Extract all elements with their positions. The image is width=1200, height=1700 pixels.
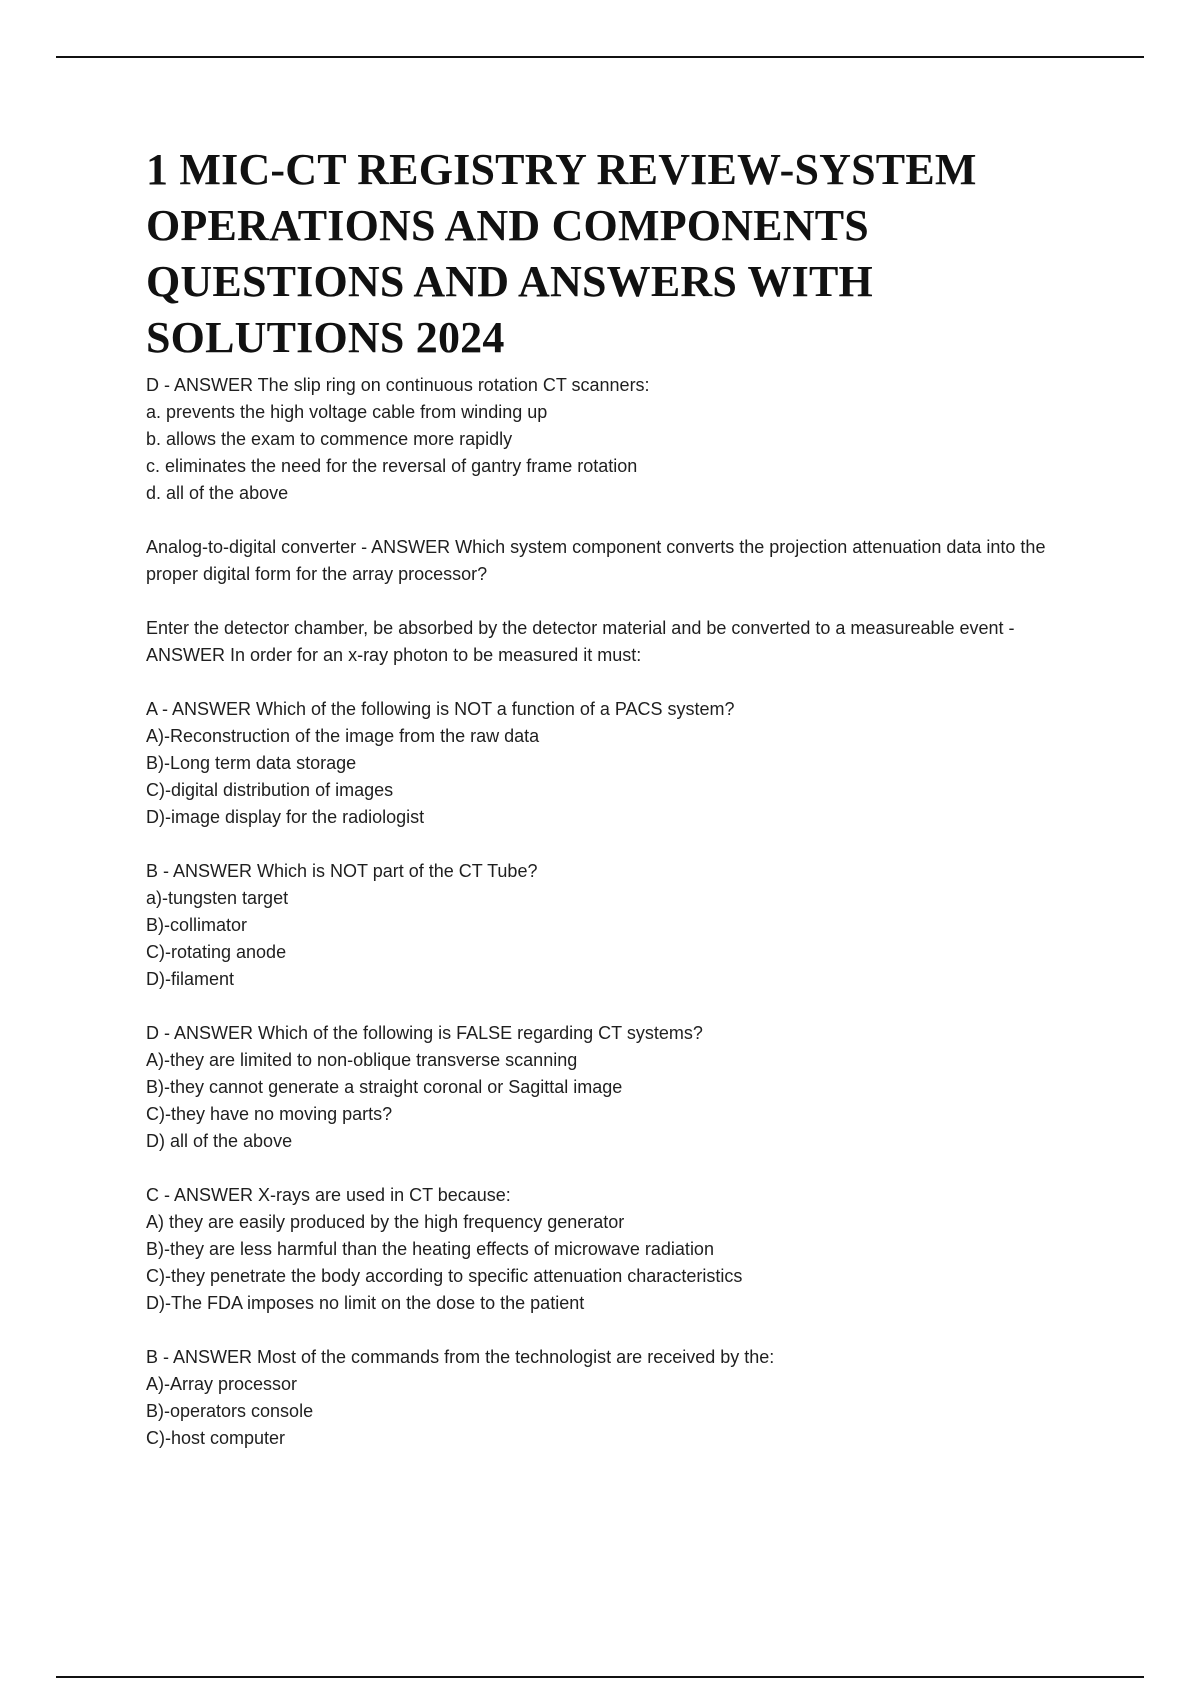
qa-option: D) all of the above (146, 1131, 293, 1151)
qa-answer-question: A - ANSWER Which of the following is NOT a function of a PACS system? (146, 699, 735, 719)
qa-option: A)-Reconstruction of the image from the raw data (146, 726, 540, 746)
qa-option: D)-filament (146, 969, 235, 989)
qa-block (146, 858, 1086, 993)
qa-answer-question: Enter the detector chamber, be absorbed by the detector material and be converted to a measureable event - ANSWER In order for an x-ray photon to be measured it must: (146, 618, 1015, 665)
qa-option: A)-they are limited to non-oblique transverse scanning (146, 1050, 578, 1070)
qa-option: c. eliminates the need for the reversal of gantry frame rotation (146, 456, 638, 476)
qa-option: B)-they cannot generate a straight coronal or Sagittal image (146, 1077, 623, 1097)
qa-option: a)-tungsten target (146, 888, 289, 908)
qa-list (146, 372, 1086, 1452)
qa-option: C)-they have no moving parts? (146, 1104, 393, 1124)
bottom-rule (56, 1676, 1144, 1678)
qa-block (146, 1182, 1086, 1317)
qa-option: a. prevents the high voltage cable from winding up (146, 402, 548, 422)
qa-block (146, 1020, 1086, 1155)
qa-option: B)-collimator (146, 915, 248, 935)
document-page (146, 142, 1086, 1479)
qa-option: D)-image display for the radiologist (146, 807, 425, 827)
qa-answer-question: D - ANSWER Which of the following is FALSE regarding CT systems? (146, 1023, 703, 1043)
qa-option: B)-Long term data storage (146, 753, 357, 773)
qa-answer-question: B - ANSWER Which is NOT part of the CT Tube? (146, 861, 538, 881)
top-rule (56, 56, 1144, 58)
qa-option: A)-Array processor (146, 1374, 298, 1394)
qa-block (146, 372, 1086, 507)
qa-option: C)-they penetrate the body according to specific attenuation characteristics (146, 1266, 743, 1286)
qa-block (146, 534, 1086, 588)
qa-option: B)-operators console (146, 1401, 314, 1421)
qa-answer-question: Analog-to-digital converter - ANSWER Which system component converts the projection attenuation data into the proper digital form for the array processor? (146, 537, 1046, 584)
qa-option: C)-rotating anode (146, 942, 287, 962)
qa-option: C)-digital distribution of images (146, 780, 394, 800)
qa-answer-question: D - ANSWER The slip ring on continuous rotation CT scanners: (146, 375, 650, 395)
qa-option: C)-host computer (146, 1428, 286, 1448)
qa-answer-question: C - ANSWER X-rays are used in CT because: (146, 1185, 511, 1205)
document-title: 1 MIC-CT REGISTRY REVIEW-SYSTEM OPERATIONS AND COMPONENTS QUESTIONS AND ANSWERS WITH SOLUTIONS 2024 (146, 145, 977, 362)
qa-answer-question: B - ANSWER Most of the commands from the technologist are received by the: (146, 1347, 775, 1367)
qa-block (146, 615, 1086, 669)
qa-option: b. allows the exam to commence more rapidly (146, 429, 513, 449)
qa-option: d. all of the above (146, 483, 289, 503)
qa-option: D)-The FDA imposes no limit on the dose to the patient (146, 1293, 585, 1313)
qa-option: A) they are easily produced by the high frequency generator (146, 1212, 625, 1232)
qa-block (146, 1344, 1086, 1452)
qa-option: B)-they are less harmful than the heating effects of microwave radiation (146, 1239, 714, 1259)
qa-block (146, 696, 1086, 831)
